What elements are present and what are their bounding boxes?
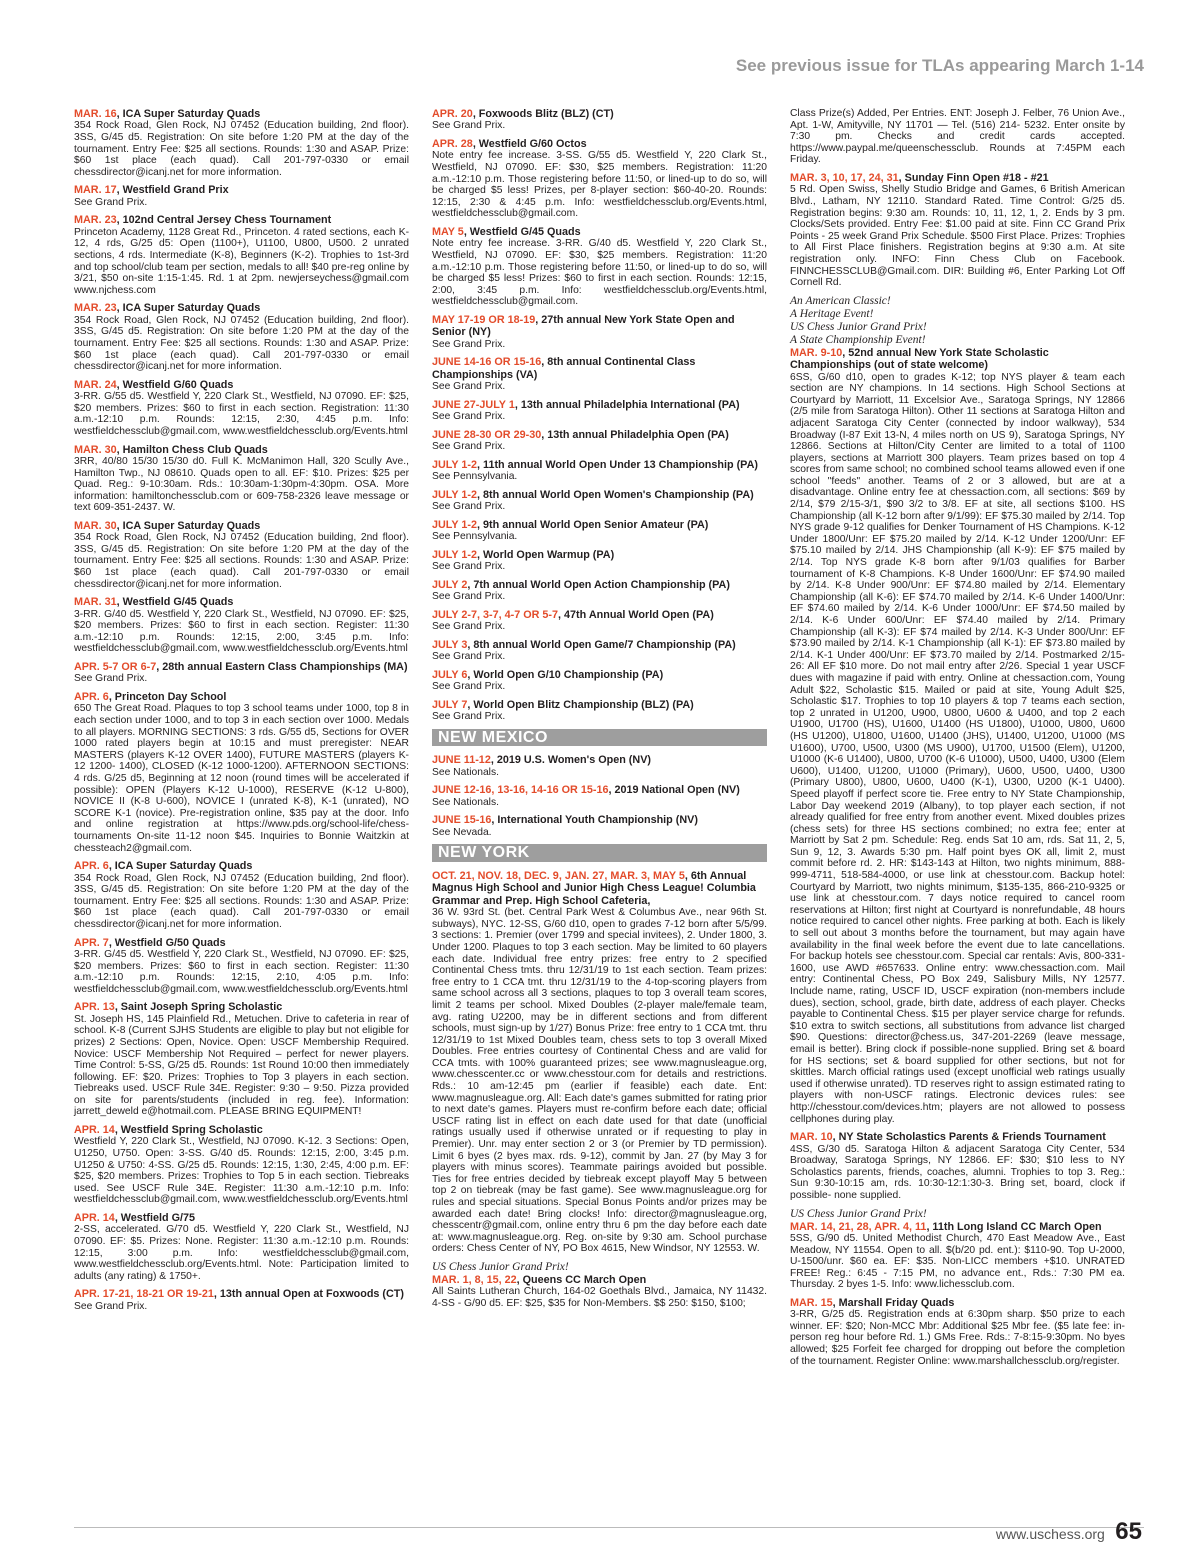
event-details: All Saints Lutheran Church, 164-02 Goethals Blvd., Jamaica, NY 11432. 4-SS - G/90 d5. EF: $25, $35 for Non-Members. $$ 250: $150, $100; — [432, 1286, 767, 1309]
event-listing — [74, 184, 409, 208]
event-date: MAR. 23 — [74, 302, 117, 315]
event-heading — [432, 459, 767, 471]
event-date: JUNE 28-30 OR 29-30 — [432, 428, 542, 441]
event-title: , ICA Super Saturday Quads — [116, 108, 261, 120]
event-details: See Grand Prix. — [432, 501, 506, 513]
column-3 — [790, 108, 1125, 1373]
event-details: 4SS, G/30 d5. Saratoga Hilton & adjacent Saratoga City Center, 534 Broadway, Saratoga Springs, NY 12866. EF: $30; $10 less to NY Scholastics parents, friends, coaches, alumni. Trophies to top 3. Reg.: Sun 9:30-10:15 am, rds. 10:30-12:1:30-3. Bring set, board, clock if possible- none supplied. — [790, 1143, 1125, 1201]
event-heading — [432, 699, 767, 711]
event-listing — [74, 1001, 409, 1118]
event-listing — [790, 1131, 1125, 1201]
event-details: See Grand Prix. — [432, 411, 506, 423]
event-details: See Grand Prix. — [432, 651, 506, 663]
event-heading — [74, 661, 409, 673]
event-listing — [74, 520, 409, 590]
event-heading — [432, 784, 767, 796]
event-title: , Westfield G/75 — [114, 1212, 196, 1225]
event-title: , 6th Annual Magnus High School and Junior High Chess League! Columbia Grammar and Prep. High School Cafeteria, — [432, 869, 756, 907]
event-title: , Westfield G/60 Octos — [472, 138, 587, 150]
event-details: See Grand Prix. — [74, 1300, 148, 1312]
event-listing — [432, 489, 767, 513]
event-heading — [74, 1212, 409, 1224]
event-date: JUNE 12-16, 13-16, 14-16 OR 15-16 — [432, 784, 609, 797]
event-date: JULY 7 — [432, 698, 468, 711]
event-details: 3-RR, G/25 d5. Registration ends at 6:30pm sharp. $50 prize to each winner. EF: $20; Non-MCC Mbr: Additional $25 Mbr fee. ($5 late fee: in-person reg hour before Rd. 1.) GMs Free. Rds.: 7-8:15-9:30pm. No byes allowed; $25 Forfeit fee charged for dropping out before the completion of the tournament. Register Online: www.marshallchessclub.org/register. — [790, 1309, 1125, 1367]
event-date: MAR. 24 — [74, 378, 117, 391]
event-listing — [790, 1297, 1125, 1367]
event-date: MAR. 15 — [790, 1296, 833, 1309]
event-heading — [432, 1274, 767, 1286]
event-heading — [74, 184, 409, 196]
event-listing — [432, 699, 767, 723]
event-heading — [432, 639, 767, 651]
event-details: 3-RR. G/45 d5. Westfield Y, 220 Clark St., Westfield, NJ 07090. EF: $25, $20 members. Prizes: $60 to first in each section. Register: 11:30 a.m.-12:10 p.m. Rounds: 12:15, 2:10, 4:05 p.m. Info: westfieldchessclub@gmail.com, www.westfieldchessclub.org/Events.html — [74, 948, 409, 995]
event-heading — [790, 1131, 1125, 1143]
event-heading — [74, 1001, 409, 1013]
event-listing — [432, 639, 767, 663]
event-heading — [432, 314, 767, 339]
event-listing — [74, 596, 409, 655]
event-heading — [74, 379, 409, 391]
event-date: JUNE 14-16 OR 15-16 — [432, 356, 542, 369]
event-date: JUNE 15-16 — [432, 814, 492, 827]
event-title: , 13th annual Open at Foxwoods (CT) — [213, 1288, 404, 1301]
event-details: 650 The Great Road. Plaques to top 3 school teams under 1000, top 8 in each section under 1000, and to top 3 in each section over 1000. Medals to all players. MORNING SECTIONS: 3 rds. G/55 d5, Sections for OVER 1000 rated players begin at 10:15 and must preregister: NEAR MASTERS (players K-12 OVER 1400), FUTURE MASTERS (players K-12 1200- 1400), CLOSED (K-12 1000-1200). AFTERNOON SECTIONS: 4 rds. G/25 d5, Beginning at 12 noon (round times will be accelerated if possible): OPEN (Players K-12 U-1000), RESERVE (K-12 U-800), NOVICE II (K-8 U-600), NOVICE I (unrated K-8), K-1 (unrated), NO SCORE K-1 (novice). Pre-registration online, $35 pay at the door. Info and online registration at https://www.pds.org/school-life/chess-tournaments On-site 11-12 noon $45. Inquiries to Bonnie Waitzkin at chessteach2@gmail.com. — [74, 703, 409, 854]
event-listing — [432, 138, 767, 220]
event-heading — [432, 549, 767, 561]
event-heading — [432, 609, 767, 621]
event-title: , 102nd Central Jersey Chess Tournament — [116, 214, 332, 227]
event-date: APR. 14 — [74, 1124, 115, 1137]
state-heading: NEW MEXICO — [432, 729, 767, 747]
event-date: MAR. 30 — [74, 519, 117, 532]
event-date: APR. 20 — [432, 108, 473, 120]
event-date: MAR. 10 — [790, 1131, 833, 1144]
event-title: , ICA Super Saturday Quads — [116, 519, 261, 532]
event-details: See Pennsylvania. — [432, 471, 518, 483]
event-date: APR. 6 — [74, 691, 109, 704]
event-title: , World Open Warmup (PA) — [477, 548, 615, 561]
event-listing — [432, 108, 767, 132]
event-date: APR. 14 — [74, 1212, 115, 1225]
event-title: , Queens CC March Open — [516, 1273, 647, 1286]
event-listing — [74, 214, 409, 296]
event-details: See Pennsylvania. — [432, 531, 518, 543]
event-title: , 9th annual World Open Senior Amateur (PA) — [477, 518, 709, 531]
event-listing — [74, 379, 409, 438]
event-date: APR. 13 — [74, 1001, 115, 1014]
event-heading — [74, 691, 409, 703]
event-title: , 11th annual World Open Under 13 Championship (PA) — [477, 458, 758, 471]
event-date: JULY 1-2 — [432, 518, 478, 531]
event-details: 3RR, 40/80 15/30 15/30 d0. Full K. McManimon Hall, 320 Scully Ave., Hamilton Twp., NJ 08610. Quads open to all. EF: $10. Prizes: $25 per Quad. Reg.: 9-10:30am. Rds.: 10:30am-1:30pm-4:30pm. OSA. More information: hamiltonchessclub.com or 609-758-2326 leave message or text 609-351-2437. W. — [74, 455, 409, 514]
event-date: JULY 6 — [432, 668, 468, 681]
event-details: 36 W. 93rd St. (bet. Central Park West & Columbus Ave., near 96th St. subways), NYC. 12-SS, G/60 d10, open to grades 7-12 born after 5/5/99. 3 sections: 1. Premier (over 1799 and special invitees), 2. Under 1800, 3. Under 1200. Plaques to top 3 each section. May be limited to 60 players each date. Individual free entry prizes: free entry to 2 specified Continental Chess tmts. thru 12/31/19 to 1st each section. Team prizes: free entry to 1 CCA tmt. thru 12/31/19 to the 4-top-scoring players from same school across all 3 sections, plaques to top 3 overall team scores, limit 2 teams per school. Mixed Doubles (2-player male/female team, avg. rating U2200, may be in different sections and from different schools, must sign-up by 1/27) Bonus Prize: free entry to 1 CCA tmt. thru 12/31/19 to 1st Mixed Doubles team, chess sets to top 3 overall Mixed Doubles. Free entries courtesy of Continental Chess and are valid for CCA tmts. with 100% guaranteed prizes; see www.magnusleague.org, www.chesscenter.cc or www.chesstour.com for details and restrictions. Rds.: 10 am-12:45 pm (earlier if feasible) each date. Ent: www.magnusleague.org. All: Each date's games submitted for rating prior to next date's games. Players must re-confirm before each date; official USCF rating list in effect on each date used for that date (unofficial ratings usually used if otherwise unrated or if requesting to play in Premier). Unr. may enter section 2 or 3 (or Premier by TD permission). Limit 6 byes (2 byes max. rds. 9-12), commit by Jan. 27 (by May 3 for players with minus scores). Teammate pairings avoided but possible. Ties for free entries decided by tiebreak except playoff May 5 between top 2 on tiebreak (may be fast game). See www.magnusleague.org for rules and special situations. Special Bonus Points and/or prizes may be awarded each date! Bring clocks! Info: director@magnusleague.org, chesscentr@gmail.com, online entry thru 6 pm the day before each date at: www.magnusleague.org. Reg. on-site by 9:30 am. School purchase orders: Chess Center of NY, PO Box 4615, New Windsor, NY 12553. W. — [432, 907, 767, 1255]
event-title: , Westfield G/60 Quads — [116, 378, 234, 391]
event-listing — [74, 937, 409, 996]
event-tag: US Chess Junior Grand Prix! — [432, 1260, 569, 1273]
event-date: JUNE 11-12 — [432, 754, 491, 767]
event-date: APR. 5-7 OR 6-7 — [74, 661, 157, 674]
event-listing — [432, 784, 767, 808]
event-listing — [432, 226, 767, 308]
event-heading — [790, 172, 1125, 184]
event-details: St. Joseph HS, 145 Plainfield Rd., Metuchen. Drive to cafeteria in rear of school. K-8 (Current SJHS Students are eligible to play but not eligible for prizes) 2 Sections: Open, Novice. Open: USCF Membership Required. Novice: USCF Membership Not Required – perfect for newer players. Time Control: 5-SS, G/25 d5. Rounds: 1st Round 10:00 then immediately following. EF: $20. Prizes: Trophies to Top 3 players in each section. Tiebreaks used. USCF Rule 34E. Register: 9:30 – 9:50. Pizza provided on site for parents/students (included in reg. fee). Information: jarrett_deweld e@hotmail.com. PLEASE BRING EQUIPMENT! — [74, 1013, 409, 1118]
event-title: , World Open Blitz Championship (BLZ) (PA) — [467, 698, 694, 711]
event-details: Note entry fee increase. 3-RR. G/40 d5. Westfield Y, 220 Clark St., Westfield, NJ 07090. EF: $30, $25 members. Registration: 11:20 a.m.-12:10 p.m. Those registering before 11:50, or lined-up to do so, will be charged $5 less! Prizes: $60 to first in each section. Rounds: 12:15, 2:00, 3:45 p.m. Info: westfieldchessclub.org/Events.html, westfieldchessclub@gmail.com. — [432, 238, 767, 308]
event-heading — [432, 399, 767, 411]
event-date: APR. 17-21, 18-21 OR 19-21 — [74, 1288, 214, 1301]
event-listing — [74, 1212, 409, 1282]
event-title: , Sunday Finn Open #18 - #21 — [898, 171, 1049, 184]
event-date: MAR. 3, 10, 17, 24, 31 — [790, 171, 899, 184]
event-details: See Grand Prix. — [432, 711, 506, 723]
event-date: OCT. 21, NOV. 18, DEC. 9, JAN. 27, MAR. 3, MAY 5 — [432, 869, 685, 882]
event-title: , World Open G/10 Championship (PA) — [467, 668, 664, 681]
event-heading — [432, 429, 767, 441]
event-details: 5SS, G/90 d5. United Methodist Church, 470 East Meadow Ave., East Meadow, NY 11554. Open to all. $(b/20 pd. ent.): $110-90. Top U-2000, U-1500/unr. $60 ea. EF: $35. Non-LICC members +$10. UNRATED FREE! Reg.: 6:45 - 7:15 PM, no advance ent., Rds.: 7:30 PM ea. Thursday. 2 byes 1-5. Info: www.lichessclub.com. — [790, 1232, 1125, 1291]
event-date: MAR. 1, 8, 15, 22 — [432, 1273, 517, 1286]
event-heading — [432, 108, 767, 120]
event-title: , 11th Long Island CC March Open — [926, 1220, 1102, 1233]
event-heading — [432, 870, 767, 907]
event-heading — [432, 814, 767, 826]
event-listing — [432, 519, 767, 543]
event-listing — [432, 459, 767, 483]
event-listing — [790, 1208, 1125, 1291]
event-listing — [432, 870, 767, 1255]
event-details: See Grand Prix. — [432, 561, 506, 573]
event-title: , 27th annual New York State Open and Senior (NY) — [432, 313, 735, 339]
event-details: 354 Rock Road, Glen Rock, NJ 07452 (Education building, 2nd floor). 3SS, G/45 d5. Registration: On site before 1:20 PM at the day of the tournament. Entry Fee: $25 all sections. Rounds: 1:30 and ASAP. Prize: $60 1st place (each quad). Call 201-797-0330 or email chessdirector@icanj.net for more information. — [74, 314, 409, 373]
event-title: , Saint Joseph Spring Scholastic — [114, 1001, 283, 1014]
event-title: , 2019 National Open (NV) — [608, 784, 740, 797]
event-heading — [432, 489, 767, 501]
event-title: , Marshall Friday Quads — [832, 1296, 955, 1309]
event-title: , 52nd annual New York State Scholastic Championships (out of state welcome) — [790, 346, 1049, 372]
event-listing — [432, 814, 767, 838]
event-date: MAY 17-19 OR 18-19 — [432, 313, 536, 326]
event-date: JUNE 27-JULY 1 — [432, 398, 515, 411]
event-heading — [790, 1221, 1125, 1233]
event-details: 354 Rock Road, Glen Rock, NJ 07452 (Education building, 2nd floor). 3SS, G/45 d5. Registration: On site before 1:20 PM at the day of the tournament. Entry Fee: $25 all sections. Rounds: 1:30 and ASAP. Prize: $60 1st place (each quad). Call 201-797-0330 or email chessdirector@icanj.net for more information. — [74, 120, 409, 178]
event-tag: US Chess Junior Grand Prix! — [790, 320, 927, 333]
column-2 — [432, 108, 767, 1316]
event-tag: US Chess Junior Grand Prix! — [790, 1207, 927, 1220]
event-date: MAY 5 — [432, 225, 464, 238]
event-details: See Nationals. — [432, 796, 499, 808]
page-header: See previous issue for TLAs appearing March 1-14 — [735, 56, 1144, 75]
event-title: , Westfield G/45 Quads — [463, 225, 581, 238]
footer-url: www.uschess.org — [995, 1526, 1105, 1542]
event-title: , Foxwoods Blitz (BLZ) (CT) — [472, 108, 614, 120]
event-heading — [74, 302, 409, 314]
event-date: JULY 2 — [432, 578, 468, 591]
event-details: See Grand Prix. — [432, 621, 506, 633]
event-tag: A Heritage Event! — [790, 307, 874, 320]
event-details: 2-SS, accelerated. G/70 d5. Westfield Y, 220 Clark St., Westfield, NJ 07090. EF: $5. Prizes: None. Register: 11:30 a.m.-12:10 p.m. Rounds: 12:15, 3:00 p.m. Info: westfieldchessclub@gmail.com, www.westfieldchessclub.org/Events.html. Note: Participation limited to adults (any rating) & 1750+. — [74, 1224, 409, 1282]
event-title: , 8th annual Continental Class Championships (VA) — [432, 356, 696, 381]
event-listing — [432, 399, 767, 423]
event-title: , 2019 U.S. Women's Open (NV) — [490, 754, 651, 767]
event-title: , 13th annual Philadelphia Open (PA) — [541, 428, 729, 441]
event-listing — [432, 754, 767, 778]
event-details: 3-RR. G/55 d5. Westfield Y, 220 Clark St., Westfield, NJ 07090. EF: $25, $20 members. Prizes: $60 to first in each section. Registration: 11:30 a.m.-12:10 p.m. Rounds: 12:15, 2:30, 4:45 p.m. Info: westfieldchessclub@gmail.com, www.westfieldchessclub.org/Events.html — [74, 391, 409, 437]
event-listing — [74, 661, 409, 685]
event-listing — [432, 429, 767, 453]
event-date: MAR. 17 — [74, 184, 117, 197]
event-title: , Westfield Spring Scholastic — [114, 1124, 263, 1137]
event-heading — [432, 356, 767, 381]
event-title: , 13th annual Philadelphia International (PA) — [514, 398, 740, 411]
event-listing — [432, 669, 767, 693]
event-listing — [432, 356, 767, 392]
event-details: See Grand Prix. — [74, 673, 148, 685]
event-title: , ICA Super Saturday Quads — [108, 860, 253, 873]
event-details: See Grand Prix. — [432, 441, 506, 453]
event-details: 6SS, G/60 d10, open to grades K-12; top NYS player & team each section are NY champions. In 14 sections. High School Sections at Courtyard by Marriott, 11 Excelsior Ave., Saratoga Springs, NY 12866 (2/5 mile from Saratoga Hilton). Other 11 sections at Saratoga Hilton and adjacent Saratoga City Center (connected by indoor walkway), 534 Broadway (I-87 Exit 13-N, 4 miles north on US 9), Saratoga Springs, NY 12866. Sections at Hilton/City Center are limited to a total of 1100 players, sections at Marriott 300 players. Team prizes based on top 4 scores from same school; no combined school teams allowed even if one school "feeds" another. Teams of 2 or 3 allowed, but are at a disadvantage. Online entry fee at chessaction.com, all sections: $69 by 2/14, $79 2/15-3/1, $90 3/2 to 3/8. EF at site, all sections $100. HS Championship (all K-12 born after 9/1/99): EF $75.30 mailed by 2/14. Top NYS grade 9-12 qualifies for Denker Tournament of HS Champions. K-12 Under 1800/Unr: EF $75.20 mailed by 2/14. K-12 Under 1200/Unr: EF $75.10 mailed by 2/14. JHS Championship (all K-9): EF $75 mailed by 2/14. Top NYS grade K-8 born after 9/1/03 qualifies for Barber tournament of K-8 Champions. K-8 Under 1600/Unr: EF $74.90 mailed by 2/14. K-8 Under 900/Unr: EF $74.80 mailed by 2/14. Elementary Championship (all K-6): EF $74.70 mailed by 2/14. K-6 Under 1400/Unr: EF $74.60 mailed by 2/14. K-6 Under 1000/Unr: EF $74.50 mailed by 2/14. K-6 Under 600/Unr: EF $74.40 mailed by 2/14. Primary Championship (all K-3): EF $74 mailed by 2/14. K-3 Under 800/Unr: EF $73.90 mailed by 2/14. K-1 Championship (all K-1): EF $73.80 mailed by 2/14. K-1 Under 400/Unr: EF $73.70 mailed by 2/14. Postmarked 2/15-26: All EF $10 more. Do not mail entry after 2/26. Special 1 year USCF dues with magazine if paid with entry. Online at chessaction.com, Young Adult $22, Scholastic $15. Mailed or paid at site, Young Adult $25, Scholastic $17. Trophies to top 10 players & top 7 teams each section, top 2 unrated in U1200, U900, U800, U600 & U400, and top 2 each U1900, U1700 (HS), U1600, U1400 (HS U1800), U1000, U800, U600 (HS U1200), U1800, U1600, U1400 (JHS), U1400, U1200, U1000 (MS U1600), U700, U500, U300 (MS U900), U1700, U1500 (Elem), U1200, U1000 (K-6 U1400), U800, U700 (K-6 U1000), U500, U400, U300 (Elem U600), U1400, U1200, U1000 (Primary), U600, U500, U400, U300 (Primary U800), U800, U600, U400 (K-1), U300, U200 (K-1 U400). Speed playoff if perfect score tie. Free entry to NY State Championship, Labor Day weekend 2019 (Albany), to top player each section, if not already qualified for free entry from another event. Mixed doubles prizes (chess sets) for three HS sections combined; no extra fee; enter at Marriott by Sat 2 pm. Schedule: Reg. ends Sat 10 am, rds. Sat 11, 2, 5, Sun 9, 12, 3. Awards 5:30 pm. Half point byes OK all, limit 2, must commit before rd. 2. HR: $143-143 at Hilton, two nights minimum, 888-999-4711, 518-584-4000, or use link at chesstour.com. Backup hotel: Courtyard by Marriott, two nights minimum, $135-135, 866-210-9325 or use link at chesstour.com. 7 days notice required to cancel room reservations at Hilton; first night at Courtyard is nonrefundable, 48 hours notice required to cancel other nights. Free parking at both. Each is likely to sell out about 3 months before the tournament, but may again have availability in the final week before the event due to late cancellations. For backup hotels see chesstour.com. Special car rentals: Avis, 800-331-1600, use AWD #657633. Online entry: www.chessaction.com. Mail entry: Continental Chess, PO Box 249, Salisbury Mills, NY 12577. Include name, rating, USCF ID, USCF expiration (non-members include dues), section, school, grade, birth date, address of each player. Checks payable to Continental Chess. $15 per player service charge for refunds. $10 extra to switch sections, all substitutions from advance list charged $90. Questions: director@chess.us, 347-201-2269 (leave message, email is better). Bring clock if possible-none supplied. Bring set & board for HS sections; set & board supplied for other sections, but not for skittles. March official ratings used (except unofficial web ratings usually used if otherwise unrated). TD reserves right to assign estimated rating to players with non-USCF ratings. Electronic devices rules: see http://chesstour.com/devices.htm; players are not allowed to possess cellphones during play. — [790, 371, 1125, 1125]
event-title: , ICA Super Saturday Quads — [116, 302, 261, 315]
event-details: See Grand Prix. — [432, 338, 506, 350]
event-heading — [432, 669, 767, 681]
event-title: , Westfield Grand Prix — [116, 184, 229, 197]
event-details: 354 Rock Road, Glen Rock, NJ 07452 (Education building, 2nd floor). 3SS, G/45 d5. Registration: On site before 1:20 PM at the day of the tournament. Entry Fee: $25 all sections. Rounds: 1:30 and ASAP. Prize: $60 1st place (each quad). Call 201-797-0330 or email chessdirector@icanj.net for more information. — [74, 872, 409, 930]
event-details: Princeton Academy, 1128 Great Rd., Princeton. 4 rated sections, each K-12, 4 rds, G/25 d5: Open (1100+), U1100, U800, U500. 2 unrated sections, 4 rds. Intermediate (K-8), Beginners (K-2). Trophies to 1st-3rd and top school/club team per section, medals to all! $40 pre-reg online by 3/21, $50 on-site 1:15-1:45. Rd. 1 at 2pm. newjerseychess@gmail.com www.njchess.com — [74, 226, 409, 296]
event-heading — [432, 579, 767, 591]
event-heading — [74, 444, 409, 456]
event-date: MAR. 16 — [74, 108, 117, 120]
event-listing — [74, 302, 409, 372]
event-date: MAR. 30 — [74, 443, 117, 456]
footer-rule — [74, 1527, 1144, 1528]
event-details: See Nevada. — [432, 826, 492, 838]
event-details: Westfield Y, 220 Clark St., Westfield, NJ 07090. K-12. 3 Sections: Open, U1250, U750. Open: 3-SS. G/40 d5. Rounds: 12:15, 2:00, 3:45 p.m. U1250 & U750: 4-SS. G/25 d5. Rounds: 12:15, 1:30, 2:45, 4:00 p.m. EF: $25, $20 members. Prizes: Trophies to Top 5 in each section. Tiebreaks used. See USCF Rule 34E. Register: 11:30 a.m.-12:10 p.m. Info: westfieldchessclub@gmail.com, www.westfieldchessclub.org/Events.html — [74, 1136, 409, 1206]
event-details: See Grand Prix. — [432, 381, 506, 393]
event-listing — [74, 1124, 409, 1206]
event-heading — [74, 520, 409, 532]
event-heading — [74, 214, 409, 226]
event-listing — [790, 172, 1125, 289]
event-heading — [74, 1124, 409, 1136]
event-heading — [74, 108, 409, 120]
event-title: , Westfield G/45 Quads — [116, 596, 234, 609]
event-heading — [432, 519, 767, 531]
event-title: , Westfield G/50 Quads — [108, 936, 226, 949]
event-date: MAR. 9-10 — [790, 346, 843, 359]
page-footer — [996, 1518, 1142, 1546]
event-details: Class Prize(s) Added, Per Entries. ENT: Joseph J. Felber, 76 Union Ave., Apt. 1-W, Amityville, NY 11701 — Tel. (516) 214- 5232. Enter onsite by 7:30 pm. Checks and credit cards accepted. https://www.paypal.me/queenschessclub. Rounds at 7:45PM each Friday. — [790, 108, 1125, 166]
event-details: Note entry fee increase. 3-SS. G/55 d5. Westfield Y, 220 Clark St., Westfield, NJ 07090. EF: $30, $25 members. Registration: 11:20 a.m.-12:10 p.m. Those registering before 11:50, or lined-up to do so, will be charged $5 less! Prizes, per 8-player section: $60-40-20. Rounds: 12:15, 2:30 & 4:45 p.m. Info: westfieldchessclub.org/Events.html, westfieldchessclub@gmail.com. — [432, 150, 767, 220]
event-listing — [74, 444, 409, 514]
event-title: , 8th annual World Open Women's Championship (PA) — [477, 488, 754, 501]
event-details: See Grand Prix. — [432, 120, 506, 132]
page-number: 65 — [1115, 1518, 1142, 1545]
event-listing — [74, 1288, 409, 1312]
column-1 — [74, 108, 409, 1318]
event-listing — [432, 579, 767, 603]
event-heading — [74, 860, 409, 872]
event-title: , 8th annual World Open Game/7 Championship (PA) — [467, 638, 736, 651]
event-heading — [432, 138, 767, 150]
event-heading — [74, 596, 409, 608]
event-title: , 47th Annual World Open (PA) — [558, 608, 714, 621]
event-heading — [432, 226, 767, 238]
event-date: MAR. 14, 21, 28, APR. 4, 11 — [790, 1220, 927, 1233]
event-listing — [74, 691, 409, 854]
event-date: MAR. 23 — [74, 214, 117, 227]
event-date: JULY 1-2 — [432, 488, 478, 501]
event-heading — [790, 347, 1125, 372]
event-listing — [74, 108, 409, 178]
event-date: APR. 6 — [74, 860, 109, 873]
event-tag: A State Championship Event! — [790, 333, 926, 346]
event-listing — [74, 860, 409, 930]
state-heading: NEW YORK — [432, 844, 767, 862]
event-title: , Hamilton Chess Club Quads — [116, 443, 268, 456]
event-listing — [432, 549, 767, 573]
event-date: JULY 3 — [432, 638, 468, 651]
event-listing — [432, 609, 767, 633]
event-date: APR. 7 — [74, 936, 109, 949]
event-listing — [790, 108, 1125, 166]
event-details: See Grand Prix. — [74, 196, 148, 208]
event-title: , 7th annual World Open Action Championship (PA) — [467, 578, 730, 591]
event-date: JULY 2-7, 3-7, 4-7 OR 5-7 — [432, 608, 559, 621]
event-listing — [432, 1261, 767, 1310]
event-date: JULY 1-2 — [432, 458, 478, 471]
event-date: JULY 1-2 — [432, 548, 478, 561]
event-details: 5 Rd. Open Swiss, Shelly Studio Bridge and Games, 6 British American Blvd., Latham, NY 12110. Standard Rated. Time Control: G/25 d5. Registration begins: 9:30 am. Rounds: 10, 11, 12, 1, 2. Ends by 3 pm. Clocks/Sets provided. Entry Fee: $1.00 paid at site. Finn CC Grand Prix Points - 25 week Grand Prix Schedule. $500 First Place. Prizes: Trophies to All First Place finishers. Registration begins at 9:30 a.m. At site registration only. INFO: Finn Chess Club on Facebook. FINNCHESSCLUB@Gmail.com. DIR: Building #6, Enter Parking Lot Off Cornell Rd. — [790, 184, 1125, 289]
event-tag: An American Classic! — [790, 294, 891, 307]
event-details: See Nationals. — [432, 766, 499, 778]
event-date: MAR. 31 — [74, 596, 117, 609]
event-details: See Grand Prix. — [432, 681, 506, 693]
event-details: 3-RR. G/40 d5. Westfield Y, 220 Clark St., Westfield, NJ 07090. EF: $25, $20 members. Prizes: $60 to first in each section. Register: 11:30 a.m.-12:10 p.m. Rounds: 12:15, 2:00, 3:45 p.m. Info: westfieldchessclub@gmail.com, www.westfieldchessclub.org/Events.html — [74, 608, 409, 655]
event-listing — [790, 295, 1125, 1125]
event-listing — [432, 314, 767, 350]
event-title: , 28th annual Eastern Class Championships (MA) — [156, 661, 408, 674]
event-details: See Grand Prix. — [432, 591, 506, 603]
event-title: , International Youth Championship (NV) — [491, 814, 698, 827]
event-heading — [432, 754, 767, 766]
event-heading — [74, 1288, 409, 1300]
event-heading — [790, 1297, 1125, 1309]
event-heading — [74, 937, 409, 949]
event-details: 354 Rock Road, Glen Rock, NJ 07452 (Education building, 2nd floor). 3SS, G/45 d5. Registration: On site before 1:20 PM at the day of the tournament. Entry Fee: $25 all sections. Rounds: 1:30 and ASAP. Prize: $60 1st place (each quad). Call 201-797-0330 or email chessdirector@icanj.net for more information. — [74, 532, 409, 590]
event-title: , NY State Scholastics Parents & Friends Tournament — [832, 1131, 1106, 1144]
event-title: , Princeton Day School — [108, 691, 227, 704]
event-date: APR. 28 — [432, 138, 473, 150]
